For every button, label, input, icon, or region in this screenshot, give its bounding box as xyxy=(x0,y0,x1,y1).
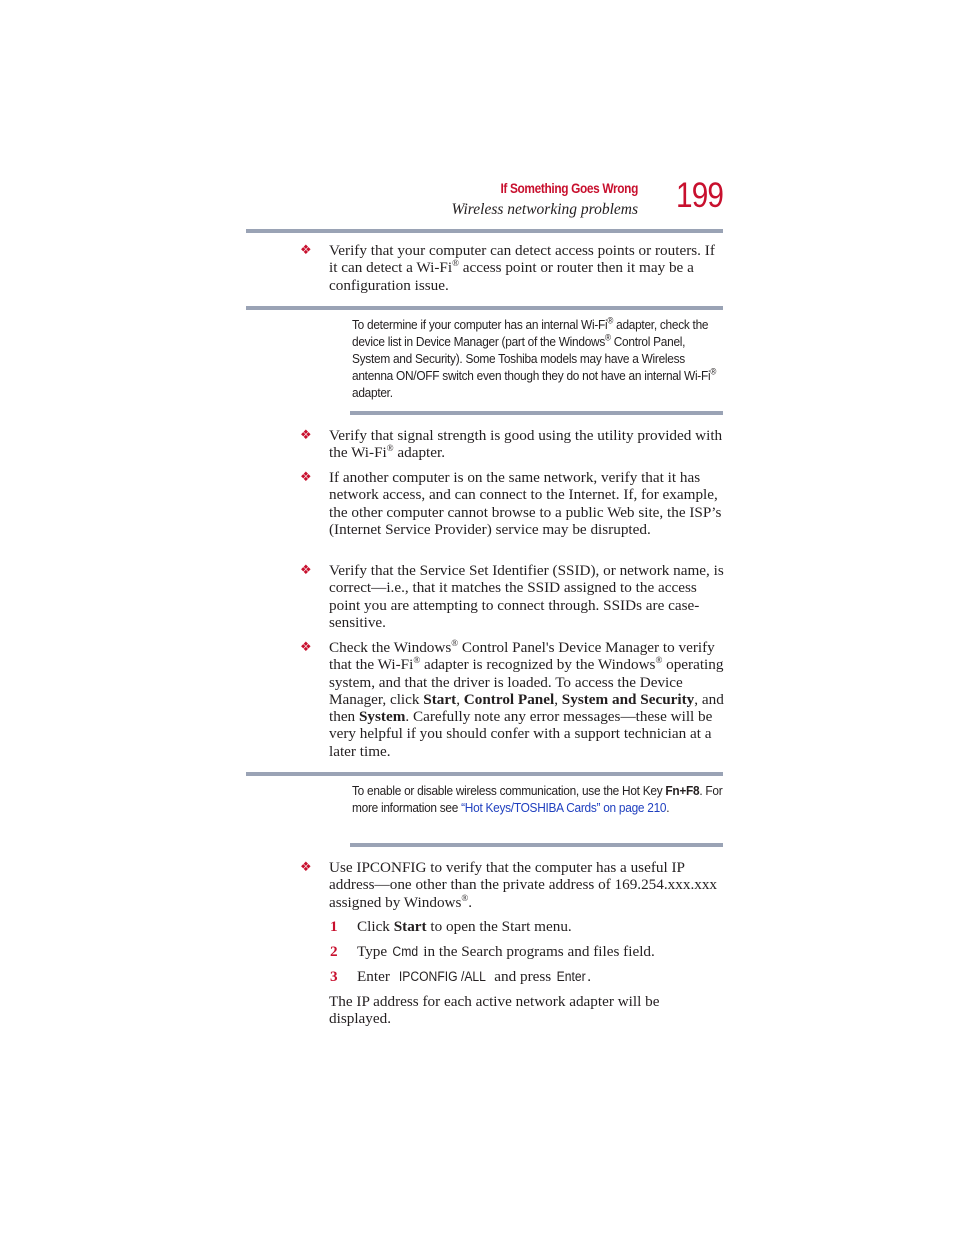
text-run: Verify that your computer can detect access points or routers. If it can detect a Wi-Fi xyxy=(329,242,715,277)
text-run: , xyxy=(554,690,562,708)
bullet-text xyxy=(329,242,724,294)
command-text: Cmd xyxy=(392,944,419,959)
note-text xyxy=(352,316,724,401)
section-title: If Something Goes Wrong xyxy=(500,181,638,196)
diamond-fleuron-icon: ❖ xyxy=(300,470,312,485)
text-run: and press xyxy=(490,968,556,985)
text-run: Control Panel, System and Security). Some Toshiba models may have a Wireless antenna ON/OFF switch even though they do not have an internal Wi-Fi xyxy=(352,334,711,383)
bold-term: System and Security xyxy=(561,690,695,708)
bold-term: Start xyxy=(423,690,457,708)
text-run: To enable or disable wireless communication, use the Hot Key xyxy=(352,783,666,798)
text-run: operating system, and that the driver is loaded. To access the Device Manager, click xyxy=(329,656,724,708)
diamond-fleuron-icon: ❖ xyxy=(300,428,312,443)
bold-term: System xyxy=(358,708,406,726)
text-run: , xyxy=(456,690,464,708)
registered-mark: ® xyxy=(461,892,469,903)
note-rule-bottom xyxy=(350,843,723,847)
diamond-fleuron-icon: ❖ xyxy=(300,640,312,655)
text-run: . xyxy=(468,893,473,911)
step-number: 2 xyxy=(330,943,338,960)
note-rule-top xyxy=(246,772,723,776)
bold-term: Start xyxy=(393,918,427,935)
page-number: 199 xyxy=(676,176,724,215)
text-run: . xyxy=(666,800,670,815)
bold-term: Fn+F8 xyxy=(665,783,700,798)
header-rule xyxy=(246,229,723,233)
text-run: Control Panel's Device Manager to verify that the Wi-Fi xyxy=(329,639,715,674)
text-run: Click xyxy=(357,918,394,935)
text-run: . xyxy=(587,968,592,985)
text-run: Use IPCONFIG to verify that the computer has a useful IP address—one other than the private address of 169.254.xxx.xxx assigned by Windows xyxy=(329,859,718,911)
text-run: adapter. xyxy=(393,444,446,462)
text-run: in the Search programs and files field. xyxy=(419,943,655,960)
bullet-text xyxy=(329,469,724,538)
registered-mark: ® xyxy=(655,655,663,666)
text-run: To determine if your computer has an internal Wi-Fi xyxy=(352,317,608,332)
note-rule-top xyxy=(246,306,723,310)
text-run: adapter, check the device list in Device Manager (part of the Windows xyxy=(352,317,709,349)
registered-mark: ® xyxy=(452,258,459,269)
text-run: adapter. xyxy=(352,385,393,400)
text-run: adapter is recognized by the Windows xyxy=(420,656,656,674)
bullet-text xyxy=(329,427,724,462)
note-rule-bottom xyxy=(350,411,723,415)
text-run: , and then xyxy=(329,690,724,726)
command-text: IPCONFIG /ALL xyxy=(398,969,486,984)
step-text xyxy=(357,918,727,936)
registered-mark: ® xyxy=(605,332,611,343)
registered-mark: ® xyxy=(386,443,394,454)
subsection-title: Wireless networking problems xyxy=(451,201,638,218)
bold-term: Control Panel xyxy=(463,690,555,708)
bullet-text xyxy=(329,562,724,631)
text-run: . Carefully note any error messages—these will be very helpful if you should confer with a support technician at a later time. xyxy=(329,708,713,760)
command-text: Enter xyxy=(556,969,586,984)
text-run: Verify that the Service Set Identifier (SSID), or network name, is correct—i.e., that it matches the SSID assigned to the access point you are attempting to connect through. SSIDs are case-sensitive. xyxy=(329,562,724,631)
diamond-fleuron-icon: ❖ xyxy=(300,563,312,578)
registered-mark: ® xyxy=(451,637,459,648)
step-number: 1 xyxy=(330,918,338,935)
step-number: 3 xyxy=(330,968,338,985)
bullet-text xyxy=(329,859,724,911)
text-run: Verify that signal strength is good using the utility provided with the Wi-Fi xyxy=(329,427,723,462)
registered-mark: ® xyxy=(607,315,614,326)
diamond-fleuron-icon: ❖ xyxy=(300,860,312,875)
bullet-text xyxy=(329,639,724,760)
step-text xyxy=(357,943,727,961)
step-text xyxy=(357,968,727,986)
text-run: Check the Windows xyxy=(329,639,452,656)
diamond-fleuron-icon: ❖ xyxy=(300,243,312,258)
note-text xyxy=(352,782,724,816)
text-run: access point or router then it may be a configuration issue. xyxy=(329,259,694,294)
closing-paragraph: The IP address for each active network adapter will be displayed. xyxy=(329,993,660,1028)
text-run: Type xyxy=(357,943,391,960)
registered-mark: ® xyxy=(710,366,717,377)
text-run: If another computer is on the same network, verify that it has network access, and can connect to the Internet. If, for example, the other computer cannot browse to a public Web site, the ISP’s (Internet Service Provider) service may be disrupted. xyxy=(329,469,722,538)
registered-mark: ® xyxy=(413,655,421,666)
text-run: . For more information see xyxy=(352,783,723,815)
text-run: to open the Start menu. xyxy=(426,918,572,935)
text-run: Enter xyxy=(357,968,394,985)
cross-reference-link[interactable]: “Hot Keys/TOSHIBA Cards” on page 210 xyxy=(461,800,667,815)
